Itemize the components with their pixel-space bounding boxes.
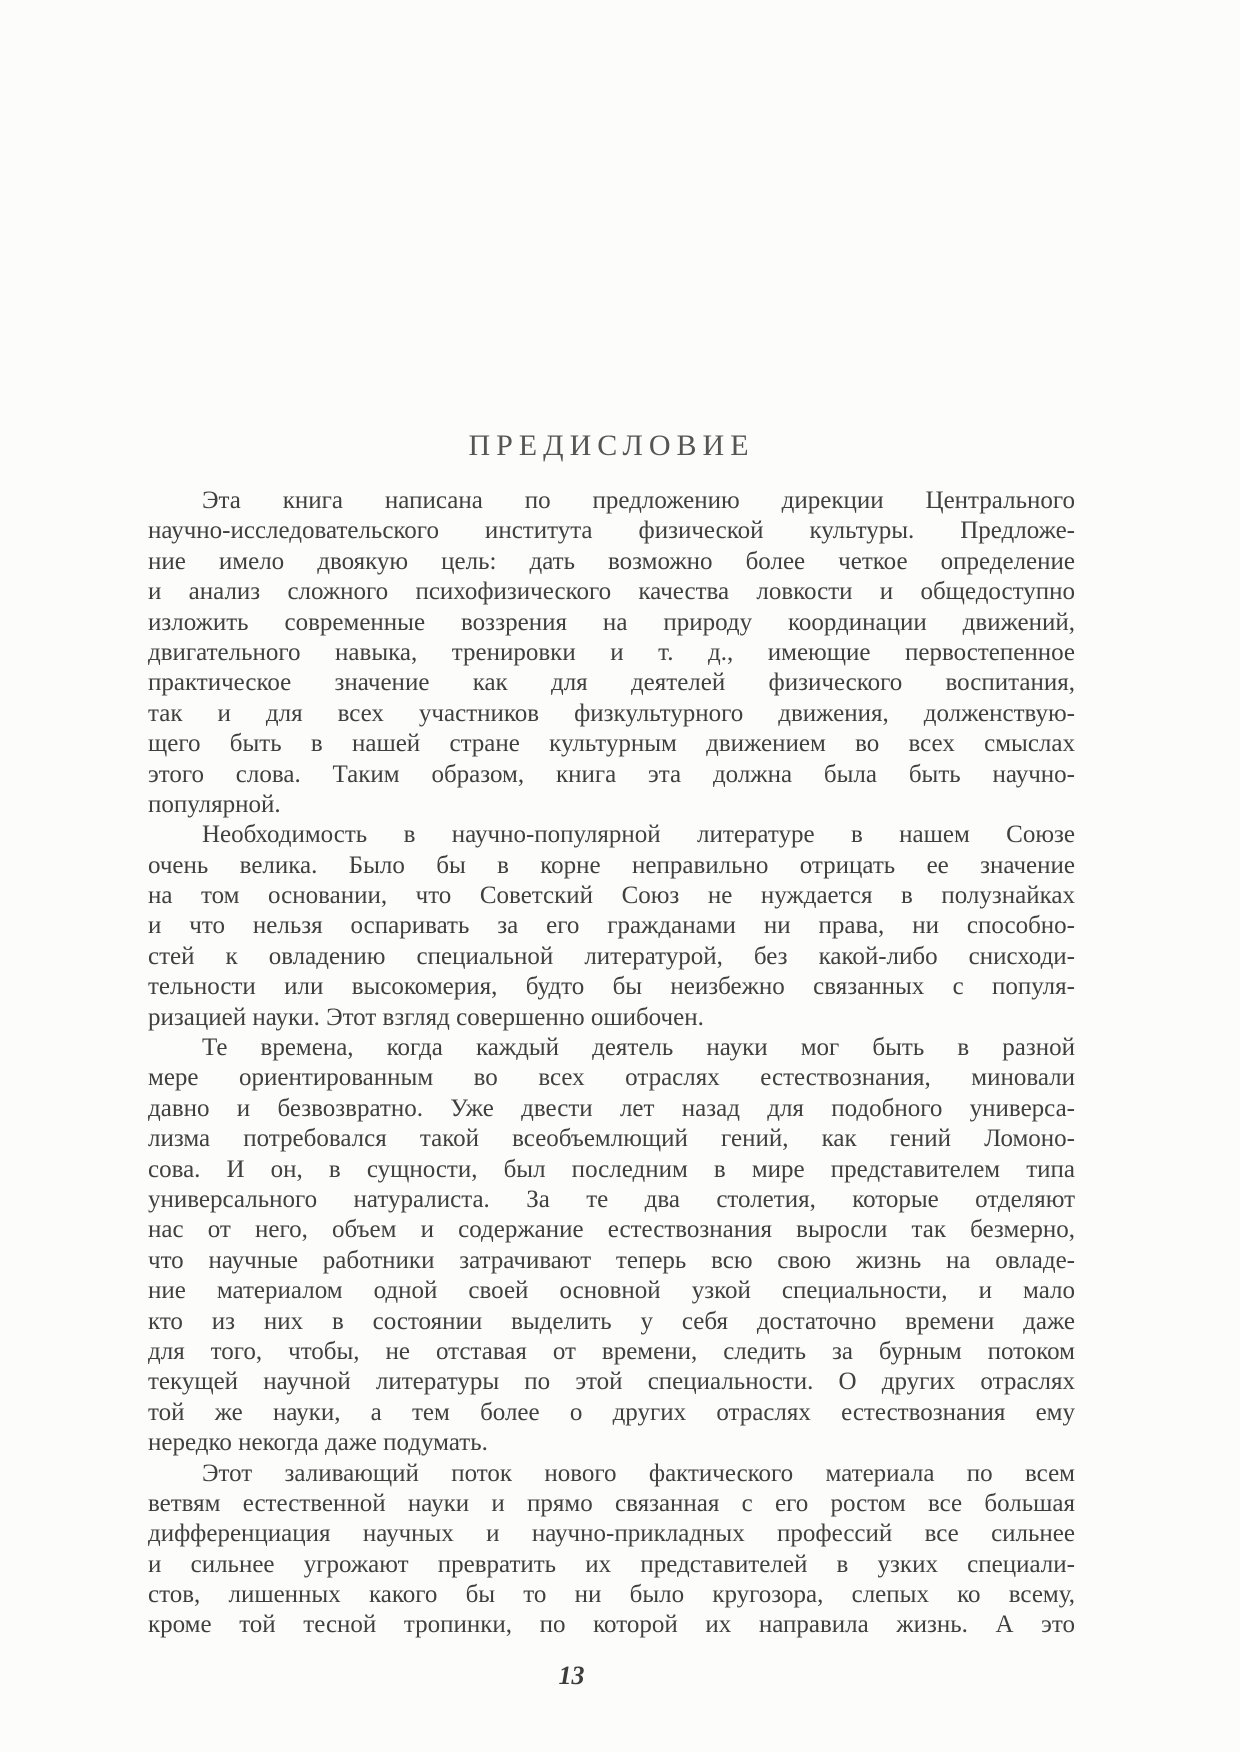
text-line: той же науки, а тем более о других отраслях естествознания ему bbox=[148, 1398, 1075, 1426]
text-line: Те времена, когда каждый деятель науки мог быть в разной bbox=[202, 1034, 1075, 1062]
text-line: двигательного навыка, тренировки и т. д., имеющие первостепенное bbox=[148, 638, 1075, 666]
paragraph bbox=[148, 486, 1075, 820]
text-line: Эта книга написана по предложению дирекции Центрального bbox=[202, 487, 1075, 514]
text-line: мере ориентированным во всех отраслях естествознания, миновали bbox=[148, 1064, 1075, 1092]
text-line: научно-исследовательского института физической культуры. Предложе- bbox=[148, 517, 1075, 545]
text-line: ние материалом одной своей основной узкой специальности, и мало bbox=[148, 1277, 1075, 1305]
text-line: кроме той тесной тропинки, по которой их направила жизнь. А это bbox=[148, 1611, 1075, 1639]
text-line: ние имело двоякую цель: дать возможно более четкое определение bbox=[148, 547, 1075, 575]
book-page bbox=[148, 428, 1075, 1691]
text-line: практическое значение как для деятелей физического воспитания, bbox=[148, 669, 1075, 697]
page-title: ПРЕДИСЛОВИЕ bbox=[468, 429, 755, 462]
text-line: кто из них в состоянии выделить у себя достаточно времени даже bbox=[148, 1307, 1075, 1335]
text-line: для того, чтобы, не отставая от времени, следить за бурным потоком bbox=[148, 1337, 1075, 1365]
paragraph bbox=[148, 820, 1075, 1033]
paragraph bbox=[148, 1459, 1075, 1641]
text-line: Необходимость в научно-популярной литературе в нашем Союзе bbox=[202, 821, 1075, 849]
text-line: сова. И он, в сущности, был последним в мире представителем типа bbox=[148, 1155, 1075, 1183]
text-line: и что нельзя оспаривать за его гражданами ни права, ни способно- bbox=[148, 912, 1075, 940]
text-line: этого слова. Таким образом, книга эта должна была быть научно- bbox=[148, 760, 1075, 788]
text-line: популярной. bbox=[148, 790, 281, 818]
text-line: щего быть в нашей стране культурным движением во всех смыслах bbox=[148, 730, 1075, 758]
text-line: тельности или высокомерия, будто бы неизбежно связанных с популя- bbox=[148, 973, 1075, 1001]
text-line: очень велика. Было бы в корне неправильно отрицать ее значение bbox=[148, 851, 1075, 879]
text-line: текущей научной литературы по этой специальности. О других отраслях bbox=[148, 1368, 1075, 1396]
text-line: лизма потребовался такой всеобъемлющий гений, как гений Ломоно- bbox=[148, 1125, 1075, 1153]
text-body bbox=[148, 486, 1075, 1641]
text-line: дифференциация научных и научно-прикладных профессий все сильнее bbox=[148, 1520, 1075, 1548]
text-line: так и для всех участников физкультурного движения, долженствую- bbox=[148, 699, 1075, 727]
text-line: что научные работники затрачивают теперь всю свою жизнь на овладе- bbox=[148, 1246, 1075, 1274]
text-line: давно и безвозвратно. Уже двести лет назад для подобного универса- bbox=[148, 1094, 1075, 1122]
text-line: ризацией науки. Этот взгляд совершенно ошибочен. bbox=[148, 1003, 704, 1031]
text-line: и анализ сложного психофизического качества ловкости и общедоступно bbox=[148, 578, 1075, 606]
text-line: ветвям естественной науки и прямо связанная с его ростом все большая bbox=[148, 1489, 1075, 1517]
text-line: на том основании, что Советский Союз не нуждается в полузнайках bbox=[148, 882, 1075, 910]
text-line: стов, лишенных какого бы то ни было кругозора, слепых ко всему, bbox=[148, 1581, 1075, 1609]
text-line: и сильнее угрожают превратить их представителей в узких специали- bbox=[148, 1550, 1075, 1578]
text-line: универсального натуралиста. За те два столетия, которые отделяют bbox=[148, 1185, 1075, 1213]
text-line: нередко некогда даже подумать. bbox=[148, 1429, 488, 1457]
text-line: нас от него, объем и содержание естествознания выросли так безмерно, bbox=[148, 1216, 1075, 1244]
text-line: изложить современные воззрения на природу координации движений, bbox=[148, 608, 1075, 636]
text-line: стей к овладению специальной литературой, без какой-либо снисходи- bbox=[148, 942, 1075, 970]
paragraph bbox=[148, 1033, 1075, 1458]
page-number: 13 bbox=[558, 1660, 585, 1690]
text-line: Этот заливающий поток нового фактического материала по всем bbox=[202, 1459, 1075, 1487]
